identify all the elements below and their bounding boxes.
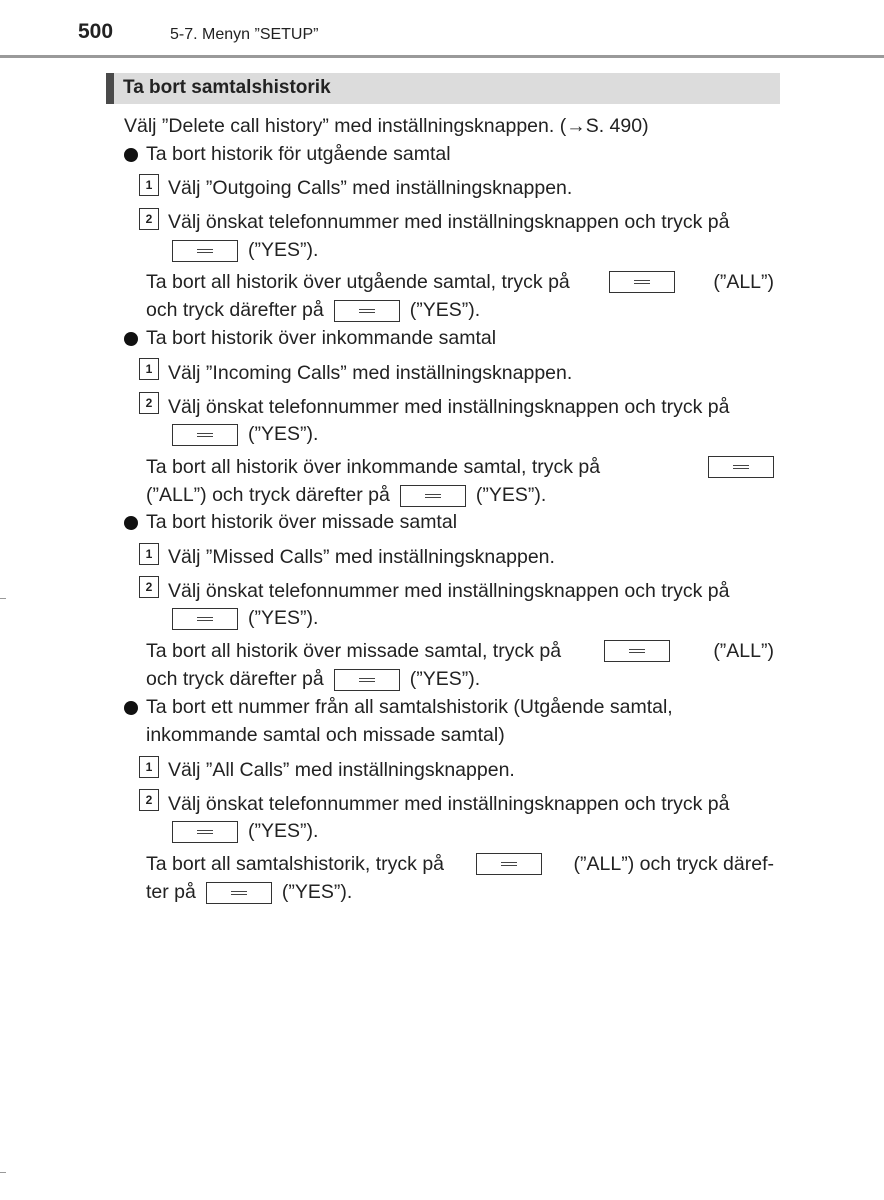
section-title: Ta bort samtalshistorik xyxy=(123,77,331,98)
section-accent xyxy=(106,73,114,104)
delete-all-text xyxy=(146,852,774,876)
bullet-icon xyxy=(124,148,138,162)
step-2-text xyxy=(168,579,774,603)
step-2-continuation xyxy=(172,422,318,446)
delete-all-text-c: (”YES”). xyxy=(475,484,547,506)
menu-dial-icon xyxy=(206,882,272,904)
step-number-2: 2 xyxy=(139,392,159,414)
yes-label: (”YES”). xyxy=(248,239,319,261)
yes-label: (”YES”). xyxy=(248,820,319,842)
step-2-text-content: Välj önskat telefonnummer med inställningsknappen och tryck på xyxy=(168,793,730,815)
step-1-text: Välj ”Incoming Calls” med inställningsknappen. xyxy=(168,362,573,384)
menu-dial-icon xyxy=(172,608,238,630)
step-2-text xyxy=(168,792,774,816)
delete-all-text-c: och tryck därefter på xyxy=(146,299,324,321)
section-heading-bar xyxy=(106,73,780,104)
delete-all-text-b: (”ALL”) xyxy=(713,271,774,293)
group-title-incoming: Ta bort historik över inkommande samtal xyxy=(146,327,497,349)
step-2-text-content: Välj önskat telefonnummer med inställningsknappen och tryck på xyxy=(168,396,730,418)
step-2-continuation xyxy=(172,819,318,843)
delete-all-text-b: (”ALL”) xyxy=(713,640,774,662)
delete-all-text-a: Ta bort all samtalshistorik, tryck på xyxy=(146,853,445,875)
step-number-1: 1 xyxy=(139,756,159,778)
step-1-text: Välj ”Outgoing Calls” med inställningsknappen. xyxy=(168,177,573,199)
step-number-1: 1 xyxy=(139,358,159,380)
bullet-icon xyxy=(124,332,138,346)
menu-dial-icon xyxy=(172,424,238,446)
yes-label: (”YES”). xyxy=(248,607,319,629)
edge-tick xyxy=(0,598,6,599)
step-1-text: Välj ”All Calls” med inställningsknappen. xyxy=(168,759,515,781)
step-2-text xyxy=(168,210,774,234)
intro-text: Välj ”Delete call history” med inställningsknappen. (→S. 490) xyxy=(124,115,649,137)
delete-all-text-b: (”ALL”) och tryck däref- xyxy=(573,853,774,875)
group-title-all xyxy=(146,695,774,719)
step-number-2: 2 xyxy=(139,789,159,811)
step-2-continuation xyxy=(172,606,318,630)
delete-all-text-a: Ta bort all historik över utgående samtal, tryck på xyxy=(146,271,570,293)
delete-all-text-d: (”YES”). xyxy=(409,299,481,321)
delete-all-text-a: Ta bort all historik över inkommande samtal, tryck på xyxy=(146,456,601,478)
bullet-icon xyxy=(124,701,138,715)
menu-dial-icon xyxy=(172,240,238,262)
step-2-text-content: Välj önskat telefonnummer med inställningsknappen och tryck på xyxy=(168,211,730,233)
chapter-title: 5-7. Menyn ”SETUP” xyxy=(170,26,319,43)
delete-all-continuation xyxy=(146,880,352,904)
menu-dial-icon xyxy=(334,669,400,691)
step-2-text xyxy=(168,395,774,419)
step-2-text-content: Välj önskat telefonnummer med inställningsknappen och tryck på xyxy=(168,580,730,602)
delete-all-text-c: och tryck därefter på xyxy=(146,668,324,690)
delete-all-text-a: Ta bort all historik över missade samtal, tryck på xyxy=(146,640,562,662)
menu-dial-icon xyxy=(708,456,774,478)
menu-dial-icon xyxy=(476,853,542,875)
yes-label: (”YES”). xyxy=(248,423,319,445)
step-number-1: 1 xyxy=(139,174,159,196)
step-number-2: 2 xyxy=(139,208,159,230)
menu-dial-icon xyxy=(172,821,238,843)
step-2-continuation xyxy=(172,238,318,262)
delete-all-text xyxy=(146,270,774,294)
step-number-2: 2 xyxy=(139,576,159,598)
group-title-all-line1: Ta bort ett nummer från all samtalshistorik (Utgående samtal, xyxy=(146,696,673,718)
menu-dial-icon xyxy=(400,485,466,507)
delete-all-text-d: (”YES”). xyxy=(409,668,481,690)
header-rule xyxy=(0,55,884,58)
delete-all-text xyxy=(146,455,774,479)
delete-all-text-b: (”ALL”) och tryck därefter på xyxy=(146,484,390,506)
delete-all-text-c: ter på xyxy=(146,881,196,903)
delete-all-continuation xyxy=(146,483,546,507)
group-title-outgoing: Ta bort historik för utgående samtal xyxy=(146,143,451,165)
bullet-icon xyxy=(124,516,138,530)
edge-tick xyxy=(0,1172,6,1173)
menu-dial-icon xyxy=(334,300,400,322)
group-title-all-line2: inkommande samtal och missade samtal) xyxy=(146,724,505,746)
page-number: 500 xyxy=(78,20,114,43)
delete-all-continuation xyxy=(146,667,480,691)
menu-dial-icon xyxy=(609,271,675,293)
delete-all-text xyxy=(146,639,774,663)
delete-all-continuation xyxy=(146,298,480,322)
delete-all-text-d: (”YES”). xyxy=(281,881,353,903)
step-number-1: 1 xyxy=(139,543,159,565)
group-title-missed: Ta bort historik över missade samtal xyxy=(146,511,458,533)
menu-dial-icon xyxy=(604,640,670,662)
step-1-text: Välj ”Missed Calls” med inställningsknappen. xyxy=(168,546,555,568)
